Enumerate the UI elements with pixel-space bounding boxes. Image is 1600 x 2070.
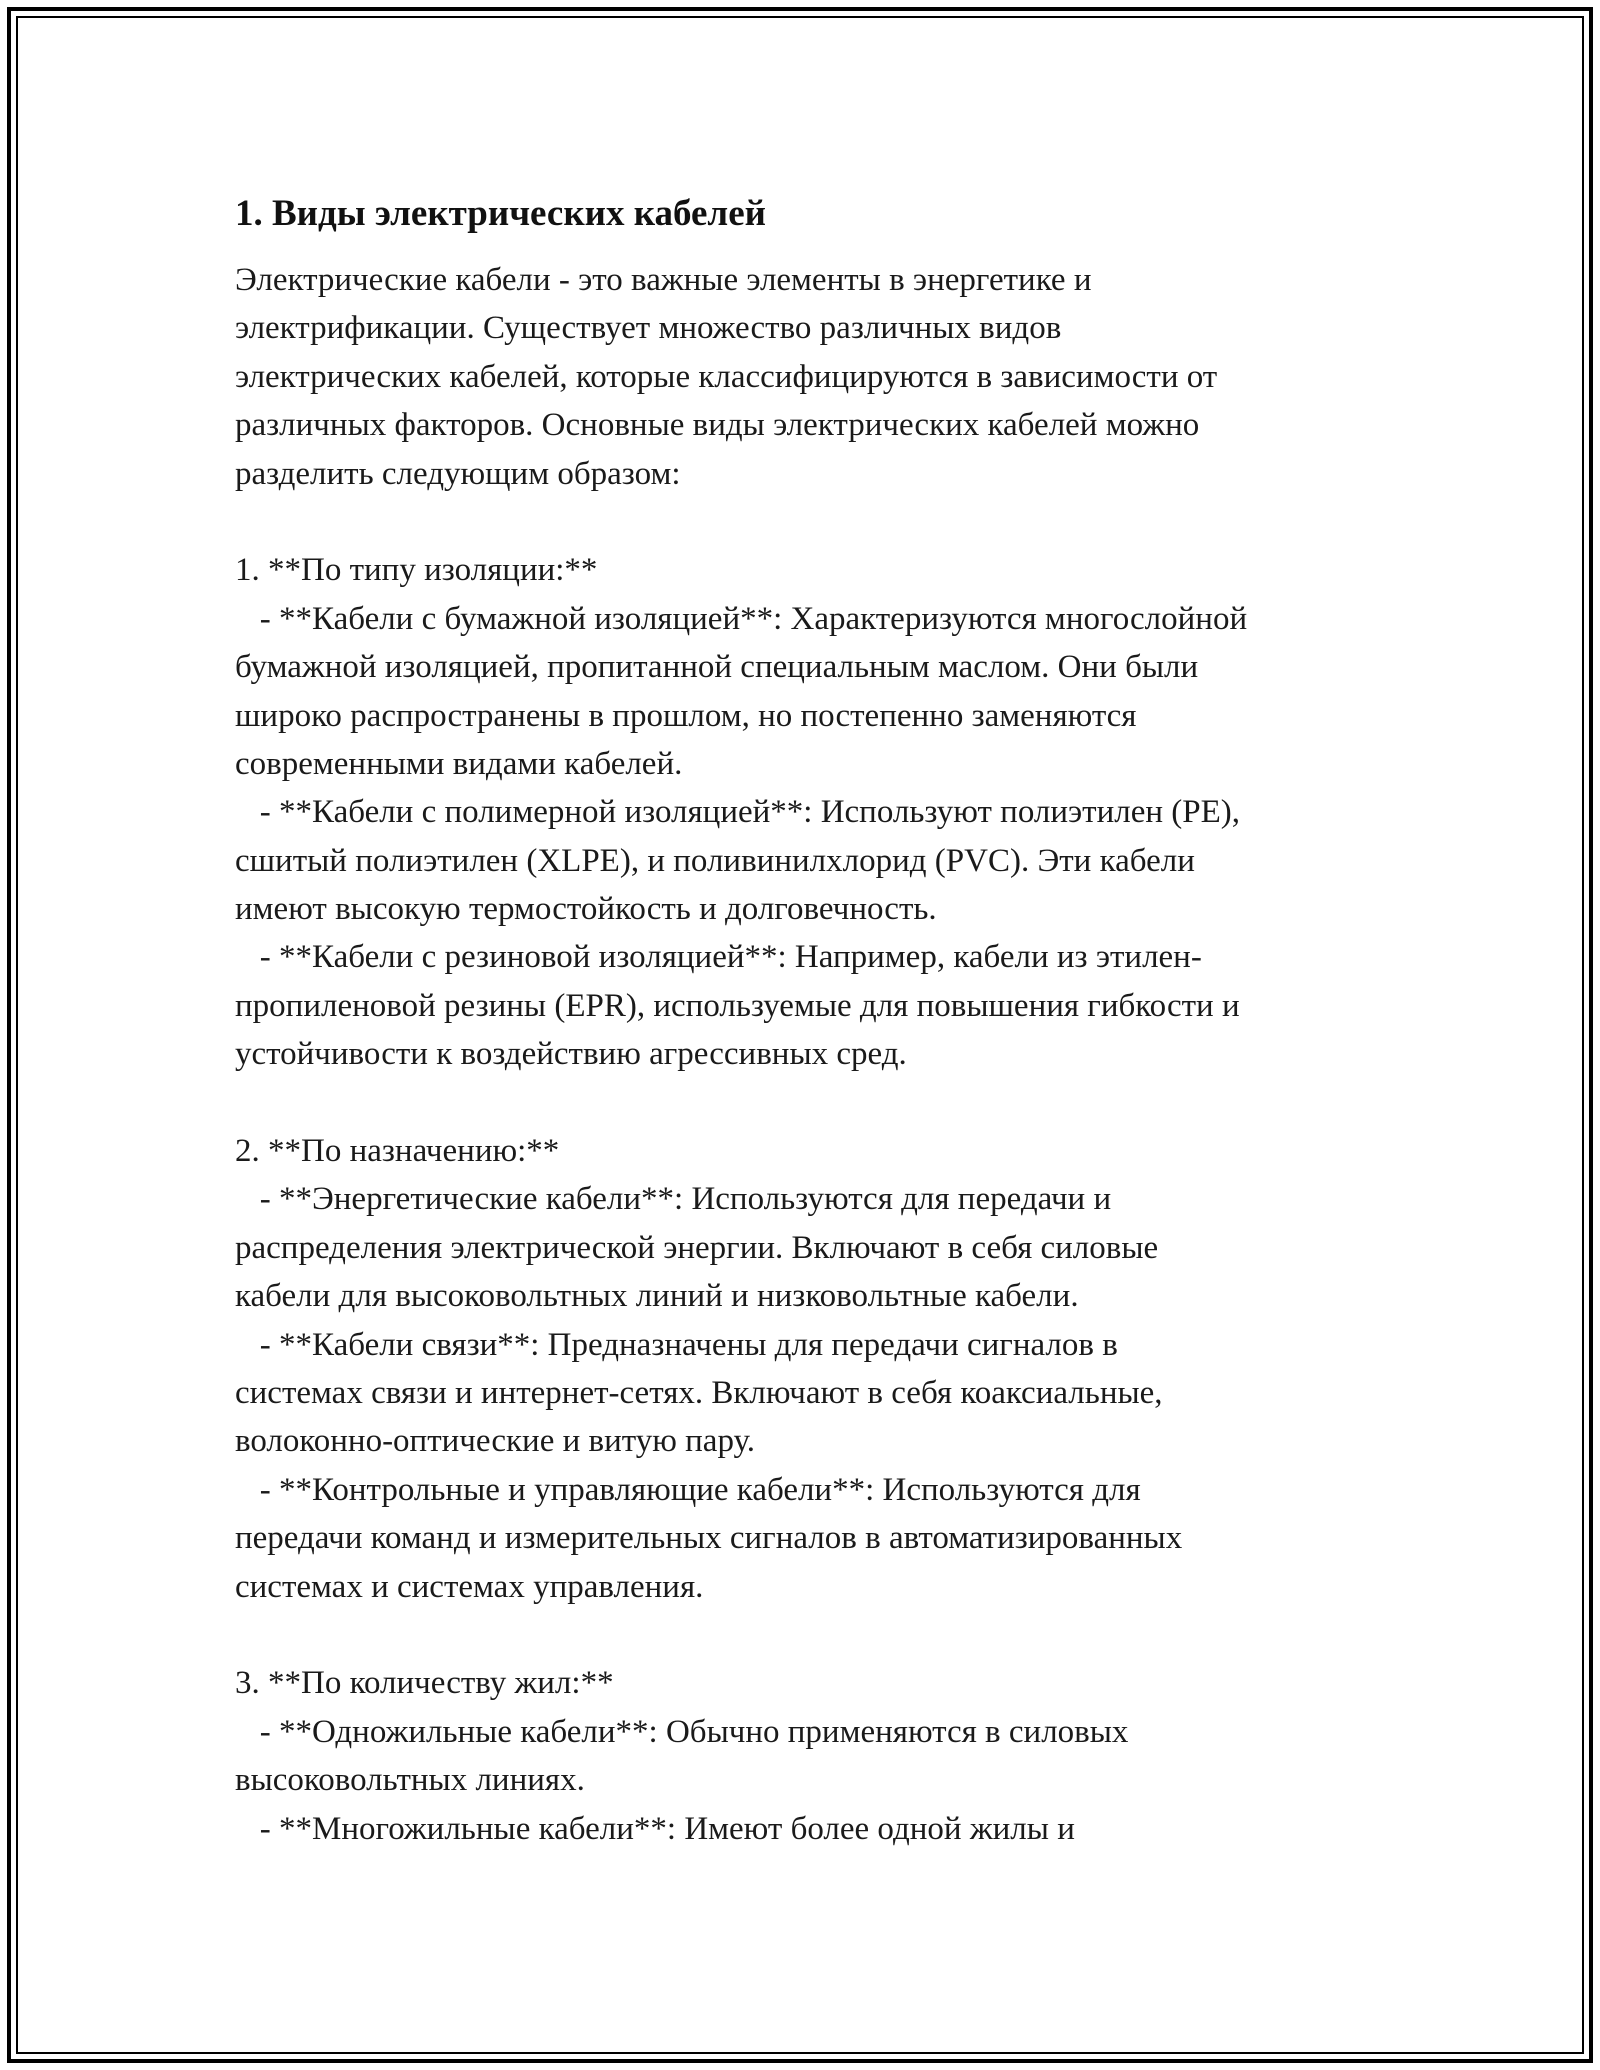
text-line: - **Кабели с полимерной изоляцией**: Используют полиэтилен (PE), <box>235 794 1241 831</box>
text-line <box>235 1611 1380 1659</box>
text-line: волоконно-оптические и витую пару. <box>235 1423 755 1460</box>
text-line: электрификации. Существует множество различных видов <box>235 310 1062 347</box>
text-line: 1. **По типу изоляции:** <box>235 552 598 589</box>
text-line: современными видами кабелей. <box>235 745 683 782</box>
document-body <box>235 256 1380 1853</box>
text-line <box>235 1079 1380 1127</box>
text-line: 3. **По количеству жил:** <box>235 1665 614 1702</box>
text-line: передачи команд и измерительных сигналов в автоматизированных <box>235 1520 1183 1557</box>
document-content <box>235 188 1380 1853</box>
document-title: 1. Виды электрических кабелей <box>235 193 766 234</box>
text-line: кабели для высоковольтных линий и низковольтные кабели. <box>235 1278 1079 1315</box>
text-line: - **Многожильные кабели**: Имеют более одной жилы и <box>235 1810 1075 1847</box>
text-line: распределения электрической энергии. Включают в себя силовые <box>235 1229 1159 1266</box>
text-line: электрических кабелей, которые классифицируются в зависимости от <box>235 358 1218 395</box>
text-line: широко распространены в прошлом, но постепенно заменяются <box>235 697 1137 734</box>
text-line: высоковольтных линиях. <box>235 1762 585 1799</box>
text-line: - **Контрольные и управляющие кабели**: Используются для <box>235 1471 1141 1508</box>
text-line: - **Кабели с резиновой изоляцией**: Например, кабели из этилен- <box>235 939 1202 976</box>
text-line: устойчивости к воздействию агрессивных сред. <box>235 1036 907 1073</box>
text-line: сшитый полиэтилен (XLPE), и поливинилхлорид (PVC). Эти кабели <box>235 842 1195 879</box>
text-line: системах и системах управления. <box>235 1568 704 1605</box>
text-line: - **Энергетические кабели**: Используются для передачи и <box>235 1181 1112 1218</box>
text-line: - **Кабели с бумажной изоляцией**: Характеризуются многослойной <box>235 600 1248 637</box>
text-line: имеют высокую термостойкость и долговечность. <box>235 891 937 928</box>
text-line: разделить следующим образом: <box>235 455 681 492</box>
text-line <box>235 498 1380 546</box>
text-line: - **Кабели связи**: Предназначены для передачи сигналов в <box>235 1326 1118 1363</box>
text-line: бумажной изоляцией, пропитанной специальным маслом. Они были <box>235 649 1199 686</box>
text-line: различных факторов. Основные виды электрических кабелей можно <box>235 407 1200 444</box>
text-line: системах связи и интернет-сетях. Включают в себя коаксиальные, <box>235 1374 1163 1411</box>
text-line: - **Одножильные кабели**: Обычно применяются в силовых <box>235 1713 1129 1750</box>
text-line: 2. **По назначению:** <box>235 1133 560 1170</box>
text-line: пропиленовой резины (EPR), используемые для повышения гибкости и <box>235 987 1240 1024</box>
text-line: Электрические кабели - это важные элементы в энергетике и <box>235 262 1092 298</box>
